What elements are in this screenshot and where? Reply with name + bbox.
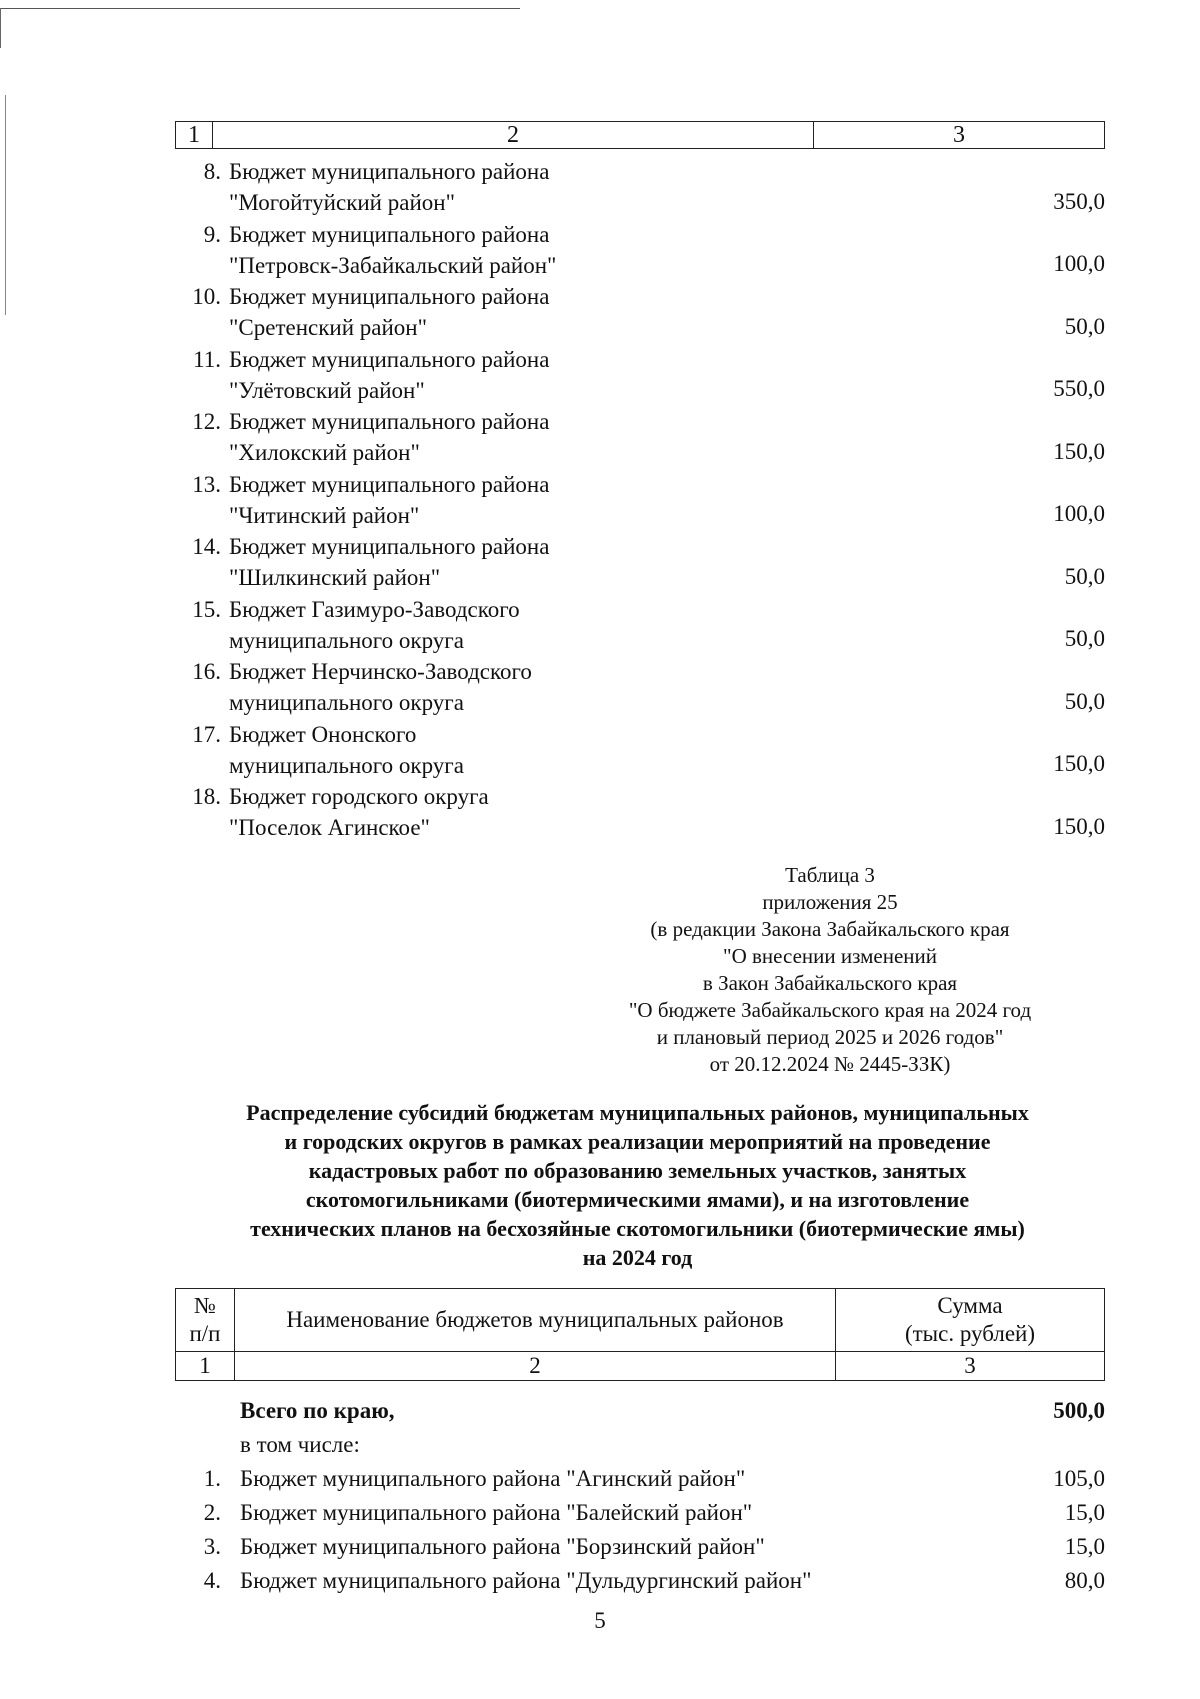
scan-edge-line — [5, 95, 6, 315]
row-number: 2. — [203, 1500, 221, 1525]
column-index-3: 3 — [814, 122, 1105, 149]
caption-line: в Закон Забайкальского края — [702, 971, 958, 995]
table-row — [175, 219, 1105, 282]
row-name: Бюджет муниципального района "Сретенский район" — [229, 284, 550, 340]
column-index-1: 1 — [176, 122, 213, 149]
row-name: Бюджет муниципального района "Читинский район" — [229, 471, 550, 528]
total-row — [175, 1394, 1105, 1428]
table-row — [175, 406, 1105, 469]
row-amount: 50,0 — [1064, 313, 1105, 339]
table-row — [175, 469, 1105, 532]
row-number: 14. — [192, 534, 221, 559]
row-number: 10. — [192, 284, 221, 309]
row-number: 17. — [192, 721, 221, 747]
row-amount: 550,0 — [1053, 376, 1105, 401]
scan-edge-line — [0, 8, 520, 9]
table-row — [175, 156, 1105, 219]
title-line: технических планов на бесхозяйные скотомогильники (биотермические ямы) — [250, 1216, 1025, 1241]
table-row — [175, 1496, 1105, 1530]
table-row — [175, 656, 1105, 719]
row-name: Бюджет Ононского муниципального округа — [229, 721, 464, 778]
including-label: в том числе: — [240, 1432, 360, 1457]
table-row — [175, 594, 1105, 657]
row-number: 18. — [192, 784, 221, 809]
scan-edge-line — [0, 8, 1, 48]
row-number: 1. — [203, 1466, 221, 1491]
table-row — [175, 344, 1105, 407]
title-line: скотомогильниками (биотермическими ямами), и на изготовление — [305, 1187, 970, 1212]
row-number: 15. — [192, 596, 221, 622]
row-name: Бюджет муниципального района "Дульдургинский район" — [240, 1568, 812, 1593]
column-index-3: 3 — [836, 1352, 1105, 1381]
including-row — [175, 1428, 1105, 1462]
document-title — [170, 1098, 1105, 1272]
table-row — [175, 1462, 1105, 1496]
row-name: Бюджет муниципального района "Хилокский район" — [229, 409, 550, 465]
row-number: 12. — [192, 409, 221, 434]
row-amount: 50,0 — [1064, 688, 1105, 714]
row-amount: 150,0 — [1053, 751, 1105, 776]
table-row — [175, 1564, 1105, 1598]
row-name: Бюджет муниципального района "Улётовский район" — [229, 346, 550, 403]
budget-rows-continued — [175, 156, 1105, 844]
row-number: 9. — [203, 221, 221, 247]
caption-line: приложения 25 — [762, 890, 898, 914]
row-amount: 105,0 — [1053, 1466, 1105, 1491]
row-amount: 150,0 — [1053, 813, 1105, 839]
title-line: кадастровых работ по образованию земельных участков, занятых — [308, 1158, 967, 1183]
row-amount: 15,0 — [1064, 1500, 1105, 1525]
title-line: Распределение субсидий бюджетам муниципальных районов, муниципальных — [246, 1100, 1029, 1125]
table-row — [175, 531, 1105, 594]
table-row — [175, 719, 1105, 782]
row-number: 11. — [193, 346, 221, 372]
row-number: 4. — [203, 1568, 221, 1593]
row-number: 16. — [192, 659, 221, 684]
header-amount-column: Сумма (тыс. рублей) — [836, 1289, 1105, 1352]
row-number: 13. — [192, 471, 221, 497]
caption-line: (в редакции Закона Забайкальского края — [650, 917, 1010, 941]
subsidy-rows — [175, 1394, 1105, 1598]
row-amount: 50,0 — [1064, 626, 1105, 651]
title-line: на 2024 год — [582, 1245, 693, 1270]
row-amount: 80,0 — [1064, 1568, 1105, 1593]
total-label: Всего по краю, — [240, 1398, 395, 1423]
caption-line: "О бюджете Забайкальского края на 2024 год — [628, 998, 1032, 1022]
row-amount: 350,0 — [1053, 188, 1105, 214]
header-number-column: № п/п — [176, 1289, 235, 1352]
table-row — [175, 1530, 1105, 1564]
caption-line: "О внесении изменений — [723, 944, 937, 968]
row-amount: 50,0 — [1064, 563, 1105, 589]
row-number: 3. — [203, 1534, 221, 1559]
caption-line: и плановый период 2025 и 2026 годов" — [656, 1025, 1004, 1049]
table-row — [175, 281, 1105, 344]
row-name: Бюджет муниципального района "Шилкинский район" — [229, 534, 550, 590]
table-header — [175, 1288, 1105, 1381]
row-name: Бюджет городского округа "Поселок Агинское" — [229, 784, 489, 840]
table-row — [175, 781, 1105, 844]
row-name: Бюджет муниципального района "Балейский район" — [240, 1500, 753, 1525]
row-amount: 100,0 — [1053, 501, 1105, 526]
header-name-column: Наименование бюджетов муниципальных районов — [235, 1289, 836, 1352]
page-number: 5 — [594, 1608, 606, 1633]
row-name: Бюджет муниципального района "Агинский район" — [240, 1466, 746, 1491]
row-name: Бюджет муниципального района "Петровск-Забайкальский район" — [229, 221, 557, 278]
row-amount: 150,0 — [1053, 438, 1105, 464]
column-index-2: 2 — [213, 122, 814, 149]
title-line: и городских округов в рамках реализации мероприятий на проведение — [284, 1129, 991, 1154]
caption-line: от 20.12.2024 № 2445-ЗЗК) — [709, 1052, 951, 1076]
row-name: Бюджет Нерчинско-Заводского муниципального округа — [229, 659, 532, 715]
row-name: Бюджет муниципального района "Борзинский район" — [240, 1534, 765, 1559]
table-caption — [560, 862, 1100, 1078]
table-column-index-row — [175, 121, 1105, 149]
column-index-1: 1 — [176, 1352, 235, 1381]
row-amount: 15,0 — [1064, 1534, 1105, 1559]
row-name: Бюджет муниципального района "Могойтуйский район" — [229, 159, 550, 215]
row-name: Бюджет Газимуро-Заводского муниципального округа — [229, 596, 520, 653]
row-number: 8. — [203, 159, 221, 184]
total-amount: 500,0 — [1053, 1398, 1105, 1423]
row-amount: 100,0 — [1053, 251, 1105, 276]
column-index-2: 2 — [235, 1352, 836, 1381]
caption-line: Таблица 3 — [785, 863, 875, 887]
